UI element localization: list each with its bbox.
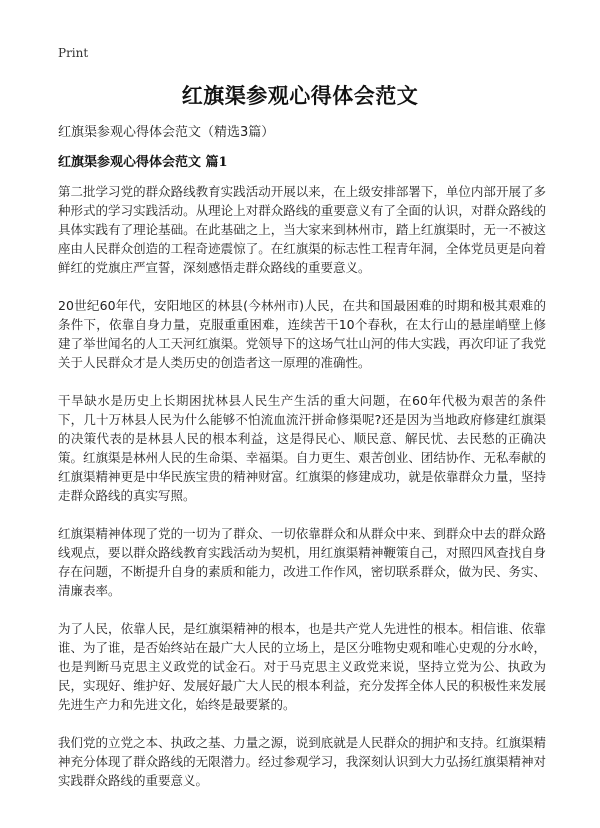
paragraph: 第二批学习党的群众路线教育实践活动开展以来，在上级安排部署下，单位内部开展了多种形式的学习实践活动。从理论上对群众路线的重要意义有了全面的认识，对群众路线的具体实践有了理论基础。在此基础之上，当大家来到林州市，踏上红旗渠时，无一不被这座由人民群众创造的工程奇迹震惊了。在红旗渠的标志性工程青年洞，全体党员更是向着鲜红的党旗庄严宣誓，深刻感悟走群众路线的重要意义。 [58,184,546,275]
page-title: 红旗渠参观心得体会范文 [181,84,419,108]
paragraph: 红旗渠精神体现了党的一切为了群众、一切依靠群众和从群众中来、到群众中去的群众路线观点，要以群众路线教育实践活动为契机，用红旗渠精神鞭策自己，对照四风查找自身存在问题，不断提升自身的素质和能力，改进工作作风，密切联系群众，做为民、务实、清廉表率。 [58,526,546,598]
paragraph: 干旱缺水是历史上长期困扰林县人民生产生活的重大问题，在60年代极为艰苦的条件下，几十万林县人民为什么能够不怕流血流汗拼命修渠呢?还是因为当地政府修建红旗渠的决策代表的是林县人民的根本利益，这是得民心、顺民意、解民忧、去民愁的正确决策。红旗渠是林州人民的生命渠、幸福渠。自力更生、艰苦创业、团结协作、无私奉献的红旗渠精神更是中华民族宝贵的精神财富。红旗渠的修建成功，就是依靠群众力量，坚持走群众路线的真实写照。 [58,393,546,503]
paragraph: 我们党的立党之本、执政之基、力量之源，说到底就是人民群众的拥护和支持。红旗渠精神充分体现了群众路线的无限潜力。经过参观学习，我深刻认识到大力弘扬红旗渠精神对实践群众路线的重要意义。 [58,735,546,788]
section-heading: 红旗渠参观心得体会范文 篇1 [58,155,228,170]
paragraph: 为了人民，依靠人民，是红旗渠精神的根本，也是共产党人先进性的根本。相信谁、依靠谁、为了谁，是否始终站在最广大人民的立场上，是区分唯物史观和唯心史观的分水岭，也是判断马克思主义政党的试金石。对于马克思主义政党来说，坚持立党为公、执政为民，实现好、维护好、发展好最广大人民的根本利益，充分发挥全体人民的积极性来发展先进生产力和先进文化，始终是最要紧的。 [58,621,546,712]
article-body [58,182,546,809]
print-link[interactable]: Print [58,46,89,60]
paragraph: 20世纪60年代，安阳地区的林县(今林州市)人民，在共和国最困难的时期和极其艰难的条件下，依靠自身力量，克服重重困难，连续苦干10个春秋，在太行山的悬崖峭壁上修建了举世闻名的人工天河红旗渠。党领导下的这场气壮山河的伟大实践，再次印证了我党关于人民群众才是人类历史的创造者这一原理的准确性。 [58,298,546,370]
document-subtitle: 红旗渠参观心得体会范文（精选3篇） [58,125,275,140]
